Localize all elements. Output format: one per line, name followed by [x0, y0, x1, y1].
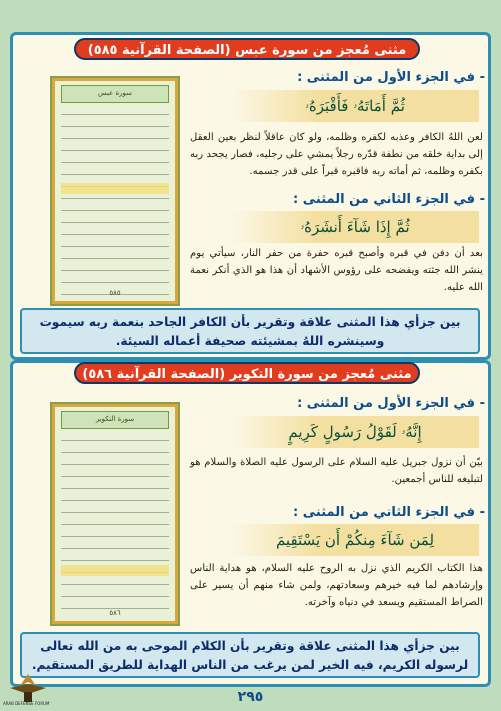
mushaf-page-image-586: [52, 404, 178, 624]
section-2-part-1-verse: إِنَّهُۥ لَقَوْلُ رَسُولٍ كَرِيمٍ: [231, 416, 479, 448]
mushaf-page-image-585: [52, 78, 178, 304]
section-1-part-2-heading: - في الجزء الثاني من المثنى :: [293, 192, 485, 207]
section-1-part-1-verse: ثُمَّ أَمَاتَهُۥ فَأَقْبَرَهُۥ: [231, 90, 479, 122]
mushaf-surah-header: سورة التكوير: [61, 411, 169, 429]
section-2-part-2-heading: - في الجزء الثاني من المثنى :: [293, 505, 485, 520]
section-2-part-1-heading: - في الجزء الأول من المثنى :: [297, 396, 485, 411]
mushaf-surah-header: سورة عبس: [61, 85, 169, 103]
mushaf-page-number: ٥٨٦: [109, 609, 121, 617]
mushaf-highlight: [61, 183, 169, 194]
forum-logo-text: ARAB DEFENSE FORUM: [3, 701, 50, 706]
section-1-part-1-text: لعن اللهُ الكافر وعذبه لكفره وظلمه، ولو كان عاقلاً لنظر بعين العقل إلى بداية خلقه من نطفة قدّره رجلاً يمشي على رجليه، فصار يجحد ربه بكفره وظلمه، ثم أماته ربه فاقبره قبراً على قدر جسمه.: [190, 132, 483, 177]
section-2-title: مثنى مُعجز من سورة التكوير (الصفحة القرآنية ٥٨٦): [74, 362, 420, 384]
section-2-part-1-text: بيّن أن نزول جبريل عليه السلام على الرسول عليه الصلاة والسلام هو لتبليغه للناس أجمعين.: [190, 457, 483, 485]
section-1-conclusion: بين جزأي هذا المثنى علاقة وتقرير بأن الكافر الجاحد بنعمة ربه سيموت وسينشره اللهُ بمشيئته صحيفة أعماله السيئة.: [20, 308, 480, 354]
section-1-part-2-verse: ثُمَّ إِذَا شَآءَ أَنشَرَهُۥ: [231, 211, 479, 243]
section-1-part-1-heading: - في الجزء الأول من المثنى :: [297, 70, 485, 85]
mushaf-highlight: [61, 565, 169, 576]
section-1-title: مثنى مُعجز من سورة عبس (الصفحة القرآنية ٥٨٥): [74, 38, 420, 60]
section-1-part-2-text: بعد أن دفن في قبره وأصبح قبره حفرة من حفر النار، سيأتي يوم ينشر الله جثته ويفضحه على رؤوس الأشهاد أن هذا هو الذي أنكر نعمة الله عليه.: [190, 248, 483, 293]
page-number: ٢٩٥: [237, 689, 264, 705]
mushaf-page-number: ٥٨٥: [109, 289, 121, 297]
section-2-part-2-verse: لِمَن شَآءَ مِنكُمْ أَن يَسْتَقِيمَ: [231, 524, 479, 556]
section-2-part-2-text: هذا الكتاب الكريم الذي نزل به الروح عليه السلام، هو هداية الناس وإرشادهم لما فيه خيرهم وسعادتهم، ولمن شاء منهم أن يسير على الصراط المستقيم ويسعد في دنياه وآخرته.: [190, 563, 483, 608]
section-2-conclusion: بين جزأي هذا المثنى علاقة وتقرير بأن الكلام الموحى به من الله تعالى لرسوله الكريم، فيه الخير لمن يرغب من الناس الهداية للطريق المستقيم.: [20, 632, 480, 678]
